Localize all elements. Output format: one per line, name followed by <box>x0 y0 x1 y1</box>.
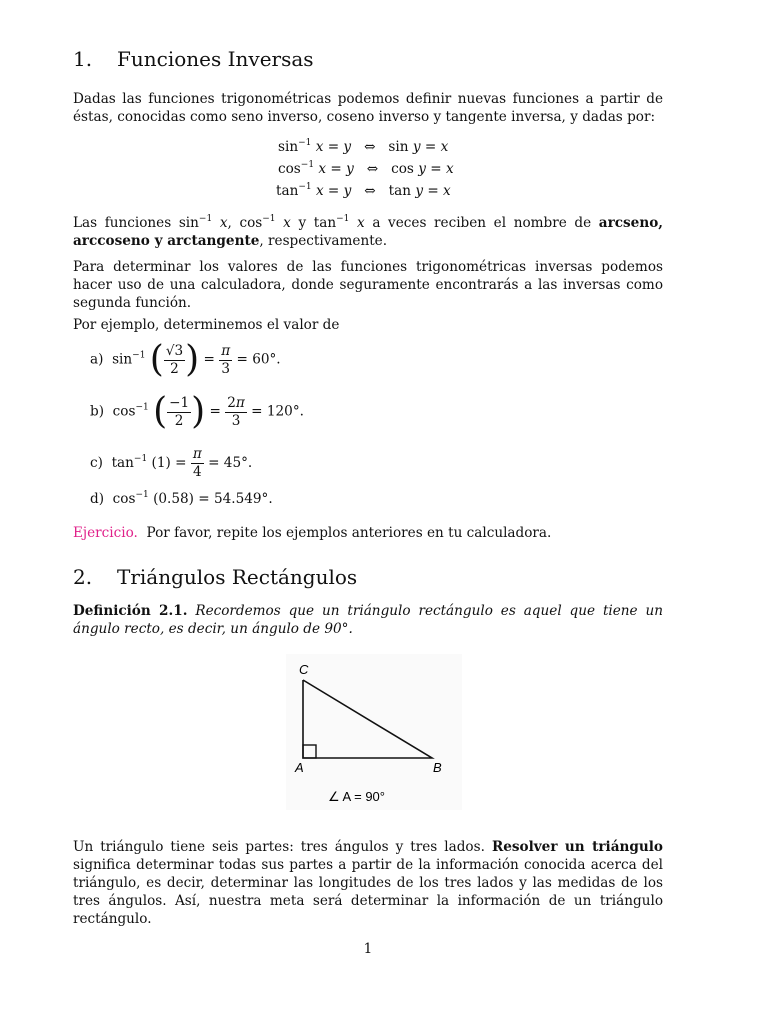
section-1-heading: 1. Funciones Inversas <box>73 47 314 71</box>
vertex-c-label: C <box>299 662 309 677</box>
figure-caption: ∠ A = 90° <box>328 789 385 804</box>
definition-2-1: Definición 2.1. Recordemos que un triángulo rectángulo es aquel que tiene un ángulo recto, es decir, un ángulo de 90°. <box>73 603 663 637</box>
exercise: Ejercicio. Por favor, repite los ejemplos anteriores en tu calculadora. <box>73 525 552 541</box>
equation-tan: $\tan^{-1} x = y$ ⇔ tan y = x <box>276 182 451 199</box>
equation-sin: $\sin^{-1} x = y$ ⇔ sin y = x <box>278 138 449 155</box>
arc-names-paragraph: Las funciones $\sin^{-1} x$, $\cos^{-1} x$ y $\tan^{-1} x$ a veces reciben el nombre de arcseno, arccoseno y arctangente, respectivamente. <box>73 214 664 249</box>
example-d: d) $\cos^{-1} (0.58) = 54.549^\circ$. <box>90 490 273 507</box>
exercise-label: Ejercicio. <box>73 525 138 541</box>
solve-triangle-paragraph: Un triángulo tiene seis partes: tres ángulos y tres lados. Resolver un triángulo significa determinar todas sus partes a partir de la información conocida acerca del triángulo, es decir, determinar las longitudes de los tres lados y las medidas de los tres ángulos. Así, nuestra meta será determinar la información de un triángulo rectángulo. <box>73 839 663 927</box>
example-a: a) $\sin^{-1}$ ( $\frac{√3}{2}$ ) = $\frac{\pi}{3}$ = 60°. <box>90 339 281 380</box>
page-number: 1 <box>363 941 373 957</box>
example-intro: Por ejemplo, determinemos el valor de <box>73 317 340 333</box>
triangle-diagram <box>286 654 462 810</box>
right-angle-marker <box>303 745 316 758</box>
example-c: c) $\tan^{-1} (1)$ = $\frac{\pi}{4}$ = 45°. <box>90 446 253 480</box>
section-2-heading: 2. Triángulos Rectángulos <box>73 565 358 589</box>
section-1-intro: Dadas las funciones trigonométricas podemos definir nuevas funciones a partir de éstas, conocidas como seno inverso, coseno inverso y tangente inversa, y dadas por: <box>73 91 663 125</box>
example-b: b) $\cos^{-1}$ ( $\frac{-1}{2}$ ) = $\frac{2\pi}{3}$ = 120°. <box>90 391 304 432</box>
triangle-outline <box>303 680 432 758</box>
calculator-paragraph: Para determinar los valores de las funciones trigonométricas inversas podemos hacer uso de una calculadora, donde seguramente encontrarás a las inversas como segunda función. <box>73 259 663 311</box>
right-triangle-figure <box>286 654 462 810</box>
vertex-a-label: A <box>295 760 304 775</box>
equation-cos: $\cos^{-1} x = y$ ⇔ cos y = x <box>278 160 454 177</box>
vertex-b-label: B <box>433 760 442 775</box>
